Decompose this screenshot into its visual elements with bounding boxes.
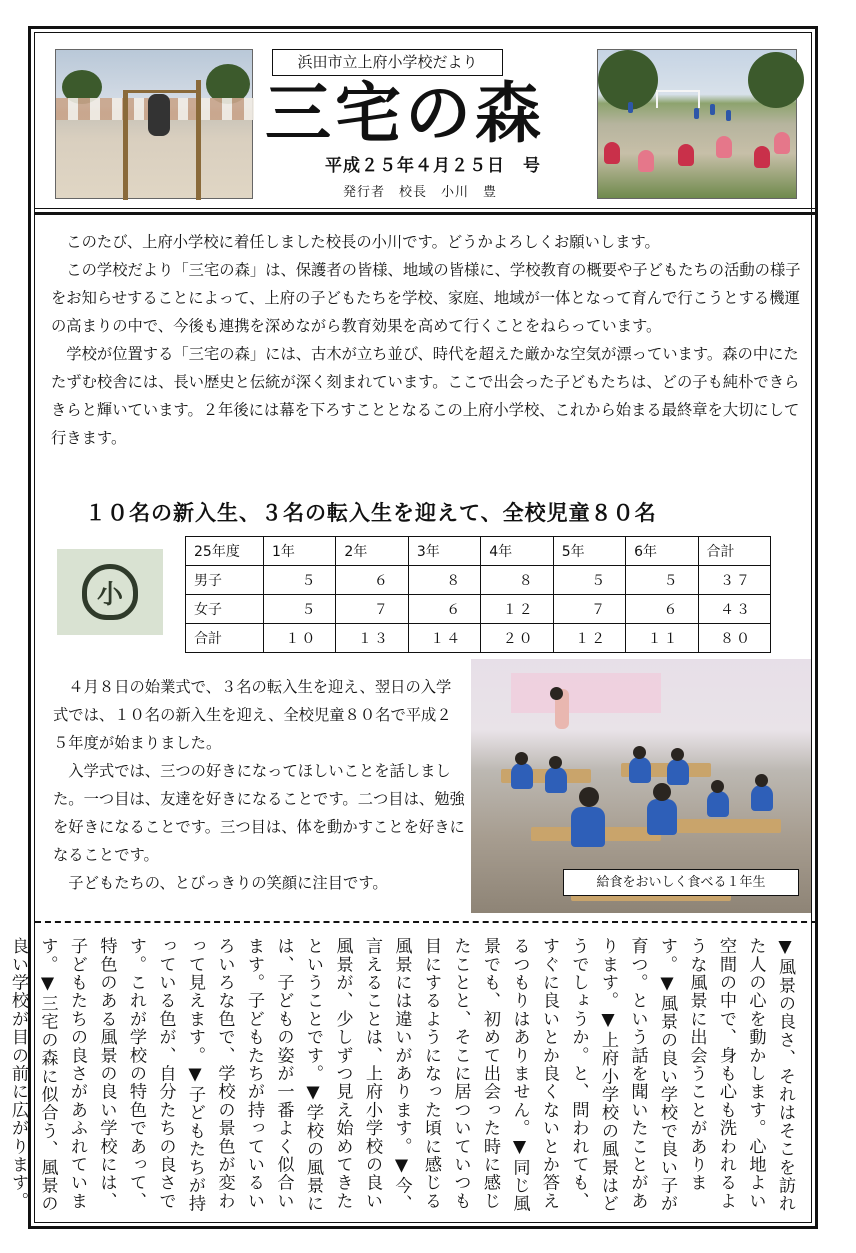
enrollment-table [185, 536, 771, 653]
emblem-icon: 小 [82, 564, 138, 620]
table-header-row [186, 537, 771, 566]
newsletter-title: 三宅の森 [265, 74, 545, 152]
table-cell: １０ [264, 624, 336, 653]
publisher-tag: 浜田市立上府小学校だより [272, 49, 503, 76]
newsletter-page [8, 32, 812, 1223]
issuer: 発行者 校長 小川 豊 [343, 185, 498, 200]
table-cell: ７ [336, 595, 408, 624]
masthead-divider [35, 212, 817, 215]
table-row [186, 566, 771, 595]
table-header-cell: 2年 [336, 537, 408, 566]
masthead [35, 33, 817, 209]
vertical-column: ▼風景の良さ、それはそこを訪れた人の心を動かします。心地よい空間の中で、身も心も洗われるような風景に出会うことがあります。▼風景の良い学校で良い子が育つ。という話を聞いたことがあります。▼上府小学校の風景はどうでしょうか。と、問われても、すぐに良いとか良くないとか答えるつもりはありません。▼同じ風景でも、初めて出会った時に感じたことと、そこに居ついていつも目にするようになった頃に感じる風景には違いがあります。▼今、言えることは、上府小学校の良い風景が、少しずつ見え始めてきたということです。▼学校の風景には、子どもの姿が一番よく似合います。子どもたちが持っているいろいろな色で、学校の景色が変わって見えます。▼子どもたちが持っている色が、自分たちの良さです。これが学校の特色であって、特色のある風景の良い学校には、子どもたちの良さがあふれています。▼三宅の森に似合う、風景の良い学校が目の前に広がります。 [8, 937, 795, 1213]
table-header-cell: 4年 [481, 537, 553, 566]
table-row [186, 624, 771, 653]
table-cell: １２ [553, 624, 625, 653]
table-cell: ５ [626, 566, 698, 595]
table-header-cell: 1年 [264, 537, 336, 566]
article-paragraph: 入学式では、三つの好きになってほしいことを話しました。一つ目は、友達を好きになることです。二つ目は、勉強を好きになることです。三つ目は、体を動かすことを好きになることです。 [53, 762, 465, 864]
intro-paragraph: このたび、上府小学校に着任しました校長の小川です。どうかよろしくお願いします。 [66, 233, 660, 251]
article-paragraph: 子どもたちの、とびっきりの笑顔に注目です。 [68, 874, 388, 892]
table-cell: ５ [264, 566, 336, 595]
intro-paragraph: この学校だより「三宅の森」は、保護者の皆様、地域の皆様に、学校教育の概要や子どもたちの活動の様子をお知らせすることによって、上府の子どもたちを学校、家庭、地域が一体となって育んで行こうとする機運の高まりの中で、今後も連携を深めながら教育効果を高めて行くことをねらっています。 [51, 261, 801, 335]
intro-paragraph: 学校が位置する「三宅の森」には、古木が立ち並び、時代を超えた厳かな空気が漂っています。森の中にたたずむ校舎には、長い歴史と伝統が深く刻まれています。ここで出会った子どもたちは、どの子も純朴できらきらと輝いています。２年後には幕を下ろすこととなるこの上府小学校、これから始まる最終章を大切にして行きます。 [51, 345, 800, 447]
table-cell: １１ [626, 624, 698, 653]
table-header-cell: 25年度 [186, 537, 264, 566]
child-on-bar [148, 94, 170, 136]
table-cell: ６ [408, 595, 480, 624]
photo-caption: 給食をおいしく食べる１年生 [563, 869, 799, 896]
school-emblem [57, 549, 163, 635]
photo-horizontal-bar [55, 49, 253, 199]
table-cell: ８０ [698, 624, 770, 653]
article-paragraph: ４月８日の始業式で、３名の転入生を迎え、翌日の入学式では、１０名の新入生を迎え、全校児童８０名で平成２５年度が始まりました。 [53, 678, 452, 752]
table-cell: １３ [336, 624, 408, 653]
table-cell: ６ [626, 595, 698, 624]
table-cell: ８ [408, 566, 480, 595]
table-cell: ５ [553, 566, 625, 595]
table-cell: ５ [264, 595, 336, 624]
table-header-cell: 3年 [408, 537, 480, 566]
soccer-goal [656, 90, 700, 108]
table-row-label: 男子 [186, 566, 264, 595]
section-divider [35, 921, 817, 923]
table-row [186, 595, 771, 624]
photo-schoolyard-tulips [597, 49, 797, 199]
ceremony-article [53, 673, 465, 897]
table-header-cell: 6年 [626, 537, 698, 566]
table-cell: ２０ [481, 624, 553, 653]
enrollment-headline: １０名の新入生、３名の転入生を迎えて、全校児童８０名 [85, 500, 657, 525]
newsletter-frame [8, 26, 818, 1229]
table-cell: ７ [553, 595, 625, 624]
table-header-cell: 5年 [553, 537, 625, 566]
table-row-label: 女子 [186, 595, 264, 624]
issue-date: 平成２５年４月２５日 号 [325, 156, 541, 176]
table-row-label: 合計 [186, 624, 264, 653]
table-cell: １４ [408, 624, 480, 653]
table-cell: ６ [336, 566, 408, 595]
principal-greeting [51, 228, 805, 452]
table-header-cell: 合計 [698, 537, 770, 566]
table-cell: ８ [481, 566, 553, 595]
table-cell: １２ [481, 595, 553, 624]
table-cell: ４３ [698, 595, 770, 624]
table-cell: ３７ [698, 566, 770, 595]
